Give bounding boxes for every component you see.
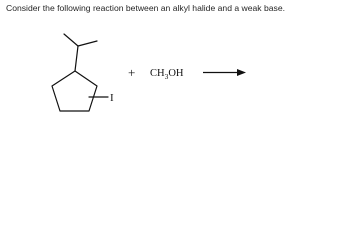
formula-prefix: CH <box>150 68 165 79</box>
methanol-formula <box>150 68 184 81</box>
plus-sign: + <box>128 65 136 80</box>
cyclopentane-structure <box>52 34 108 111</box>
formula-subscript: 3 <box>164 72 169 81</box>
formula-suffix: OH <box>168 68 184 79</box>
isopropyl-bond-right <box>78 41 97 46</box>
question-text: Consider the following reaction between an alkyl halide and a weak base. <box>6 3 285 13</box>
iodine-label: I <box>110 92 114 104</box>
cyclopentane-ring <box>52 71 97 111</box>
isopropyl-bond-ring <box>75 46 78 71</box>
isopropyl-bond-left <box>64 34 78 46</box>
right-arrow-icon <box>203 69 246 76</box>
